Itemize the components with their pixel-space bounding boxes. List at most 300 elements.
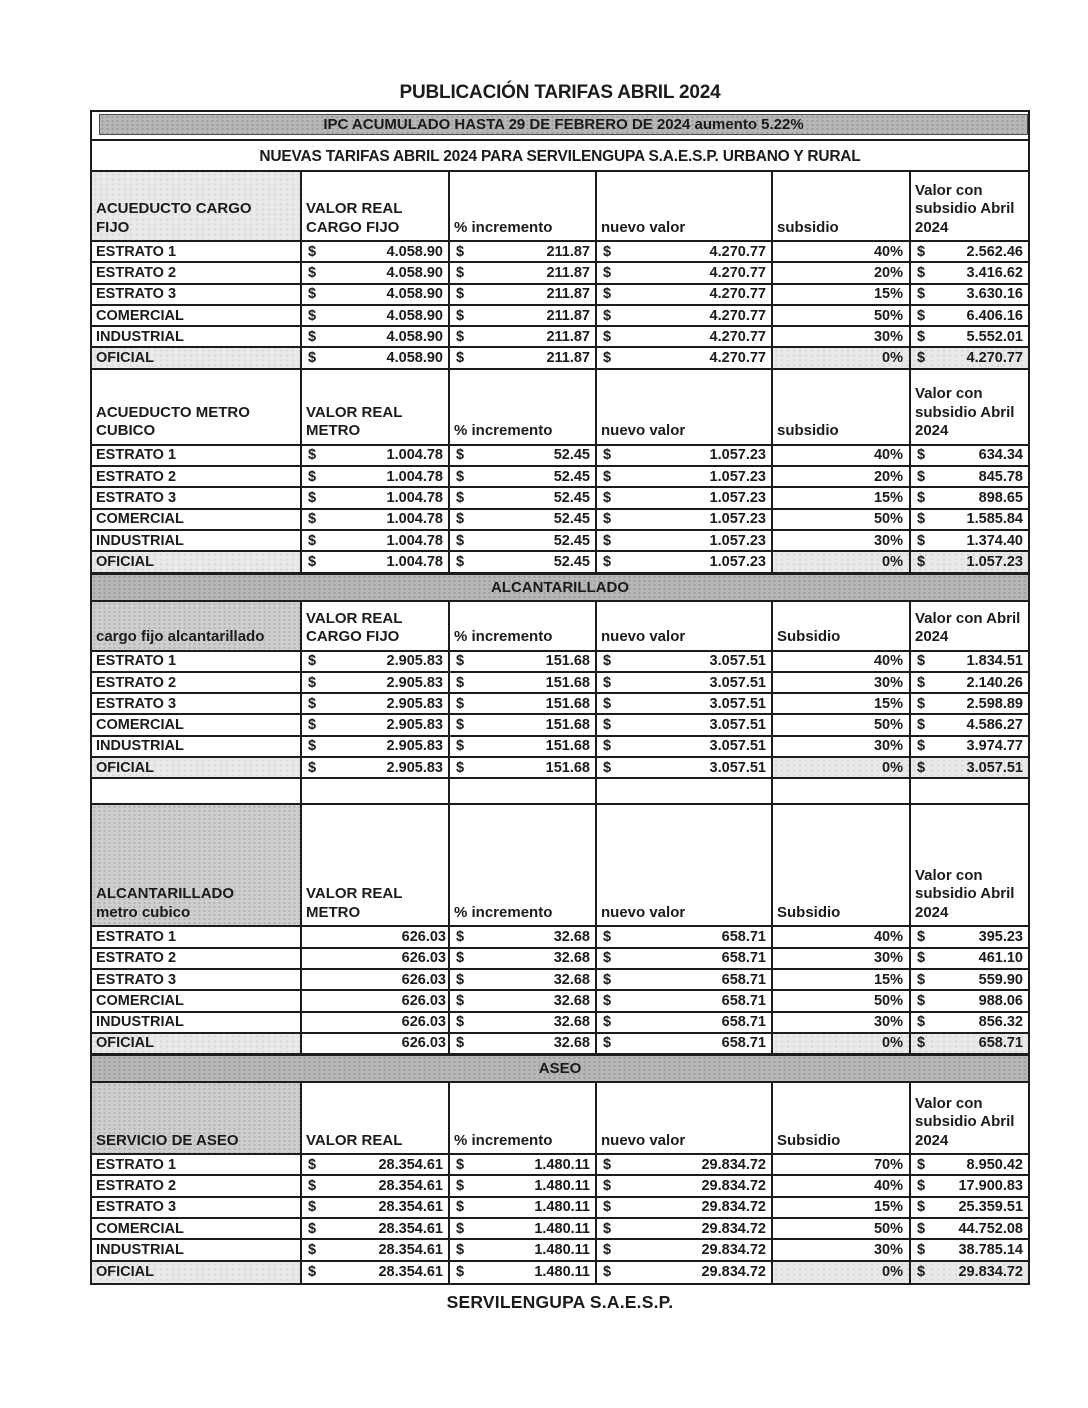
header-line: ACUEDUCTO CARGO [96, 200, 252, 217]
valor-real-cell [300, 673, 448, 692]
nuevo-valor-cell [595, 285, 771, 304]
incremento-cell [448, 306, 595, 325]
amount-value: 2.905.83 [386, 674, 443, 691]
currency-symbol: $ [456, 759, 465, 776]
currency-symbol: $ [917, 717, 926, 734]
valor-final-cell [909, 1219, 1028, 1238]
header-category-cell [92, 172, 300, 240]
header-line: nuevo valor [601, 628, 686, 646]
valor-real-cell [300, 327, 448, 346]
header-line: subsidio [777, 422, 839, 440]
amount-value: 28.354.61 [378, 1264, 443, 1281]
currency-symbol: $ [603, 553, 612, 570]
header-line: % incremento [454, 218, 553, 236]
table-header-row-acueducto-cargo-fijo [92, 172, 1028, 242]
subsidio-cell: 20% [771, 467, 909, 486]
amount-value: 4.586.27 [966, 717, 1023, 734]
subsidio-cell: 0% [771, 758, 909, 777]
nuevo-valor-cell [595, 1034, 771, 1053]
table-row [92, 1219, 1028, 1240]
amount-value: 1.004.78 [386, 447, 443, 464]
currency-symbol: $ [917, 532, 926, 549]
amount-value: 1.834.51 [966, 653, 1023, 670]
amount-value: 52.45 [553, 553, 590, 570]
nuevo-valor-cell [595, 306, 771, 325]
row-label-cell: OFICIAL [92, 552, 300, 571]
amount-value: 626.03 [401, 1014, 446, 1031]
amount-value: 658.71 [721, 1035, 766, 1052]
currency-symbol: $ [917, 286, 926, 303]
row-label-cell: COMERCIAL [96, 1220, 184, 1237]
tables-container [92, 172, 1028, 1283]
currency-symbol: $ [308, 286, 317, 303]
incremento-cell [448, 531, 595, 550]
table-row [92, 467, 1028, 488]
currency-symbol: $ [603, 468, 612, 485]
amount-value: 211.87 [546, 328, 590, 345]
nuevo-valor-cell [595, 263, 771, 282]
amount-value: 2.562.46 [966, 243, 1023, 260]
currency-symbol: $ [456, 738, 465, 755]
currency-symbol: $ [456, 447, 465, 464]
amount-value: 211.87 [546, 243, 590, 260]
valor-final-cell [909, 348, 1028, 367]
currency-symbol: $ [603, 1035, 612, 1052]
currency-symbol: $ [603, 1178, 612, 1195]
amount-value: 52.45 [553, 490, 590, 507]
header-line: SERVICIO DE ASEO [96, 1131, 239, 1149]
currency-symbol: $ [603, 286, 612, 303]
spacer-row [92, 779, 1028, 805]
amount-value: 1.585.84 [966, 511, 1023, 528]
row-label-cell: ESTRATO 1 [96, 928, 177, 945]
incremento-cell [448, 1219, 595, 1238]
currency-symbol: $ [603, 532, 612, 549]
valor-final-cell [909, 242, 1028, 261]
header-line: 2024 [915, 903, 949, 921]
valor-real-cell [300, 991, 448, 1010]
amount-value: 1.057.23 [709, 490, 766, 507]
amount-value: 461.10 [978, 950, 1023, 967]
table-row [92, 737, 1028, 758]
header-valor-real-cell [300, 805, 448, 925]
header-incremento-cell [448, 370, 595, 444]
currency-symbol: $ [603, 1241, 612, 1258]
row-label-cell: OFICIAL [92, 348, 300, 367]
incremento-cell [448, 1240, 595, 1259]
amount-value: 6.406.16 [966, 307, 1023, 324]
amount-value: 4.058.90 [386, 350, 443, 367]
currency-symbol: $ [917, 328, 926, 345]
currency-symbol: $ [603, 307, 612, 324]
currency-symbol: $ [603, 264, 612, 281]
row-label-cell: COMERCIAL [96, 992, 184, 1009]
amount-value: 32.68 [553, 1035, 590, 1052]
header-category-cell [92, 805, 300, 925]
currency-symbol: $ [456, 695, 465, 712]
incremento-cell [448, 927, 595, 946]
nuevo-valor-cell [595, 1240, 771, 1259]
subsidio-cell: 0% [771, 1034, 909, 1053]
amount-value: 1.004.78 [386, 468, 443, 485]
valor-final-cell [909, 673, 1028, 692]
currency-symbol: $ [308, 1178, 317, 1195]
header-line: subsidio [777, 218, 839, 236]
valor-final-cell [909, 510, 1028, 529]
header-line: CARGO FIJO [306, 218, 400, 236]
amount-value: 3.974.77 [966, 738, 1023, 755]
header-line: Valor con [915, 1094, 983, 1112]
row-label-cell: INDUSTRIAL [96, 532, 184, 549]
amount-value: 3.057.51 [709, 653, 766, 670]
valor-real-cell [300, 488, 448, 507]
row-label-cell: COMERCIAL [96, 511, 184, 528]
valor-real-cell [300, 949, 448, 968]
nuevo-valor-cell [595, 737, 771, 756]
currency-symbol: $ [456, 328, 465, 345]
amount-value: 1.480.11 [534, 1241, 590, 1258]
amount-value: 28.354.61 [378, 1156, 443, 1173]
valor-final-cell [909, 1013, 1028, 1032]
nuevo-valor-cell [595, 488, 771, 507]
header-category-cell [92, 370, 300, 444]
currency-symbol: $ [603, 971, 612, 988]
valor-final-cell [909, 488, 1028, 507]
spacer-cell [595, 779, 771, 803]
currency-symbol: $ [308, 1220, 317, 1237]
amount-value: 1.004.78 [386, 511, 443, 528]
valor-real-cell [300, 348, 448, 367]
currency-symbol: $ [603, 674, 612, 691]
row-label-cell: OFICIAL [92, 1262, 300, 1283]
amount-value: 1.057.23 [966, 553, 1023, 570]
header-subsidio-cell [771, 172, 909, 240]
header-line: subsidio Abril [915, 1113, 1015, 1131]
currency-symbol: $ [917, 447, 926, 464]
amount-value: 29.834.72 [701, 1199, 766, 1216]
amount-value: 1.057.23 [709, 468, 766, 485]
header-valor-subsidio-cell [909, 172, 1028, 240]
header-category-cell [92, 1083, 300, 1153]
valor-real-cell [300, 1034, 448, 1053]
amount-value: 52.45 [553, 447, 590, 464]
valor-real-cell [300, 652, 448, 671]
nuevo-valor-cell [595, 652, 771, 671]
currency-symbol: $ [603, 328, 612, 345]
amount-value: 1.057.23 [709, 553, 766, 570]
row-label-cell: COMERCIAL [96, 307, 184, 324]
currency-symbol: $ [917, 553, 926, 570]
incremento-cell [448, 949, 595, 968]
subsidio-cell: 15% [771, 1198, 909, 1217]
valor-final-cell [909, 263, 1028, 282]
incremento-cell [448, 1198, 595, 1217]
valor-final-cell [909, 927, 1028, 946]
row-label-cell: ESTRATO 1 [96, 1156, 177, 1173]
incremento-cell [448, 488, 595, 507]
header-nuevo-valor-cell [595, 602, 771, 650]
header-line: Valor con [915, 866, 983, 884]
subsidio-cell: 40% [771, 927, 909, 946]
currency-symbol: $ [603, 1014, 612, 1031]
header-category-cell [92, 602, 300, 650]
subsidio-cell: 40% [771, 446, 909, 465]
amount-value: 3.057.51 [966, 759, 1023, 776]
amount-value: 25.359.51 [958, 1199, 1023, 1216]
table-header-row-acueducto-metro-cubico [92, 370, 1028, 446]
currency-symbol: $ [603, 1156, 612, 1173]
spacer-cell [448, 779, 595, 803]
amount-value: 3.057.51 [709, 738, 766, 755]
currency-symbol: $ [603, 1264, 612, 1281]
table-row [92, 715, 1028, 736]
header-line: Subsidio [777, 628, 841, 646]
table-row [92, 652, 1028, 673]
amount-value: 3.416.62 [966, 264, 1023, 281]
incremento-cell [448, 737, 595, 756]
header-line: 2024 [915, 628, 949, 646]
currency-symbol: $ [456, 950, 465, 967]
subtitle-banner: NUEVAS TARIFAS ABRIL 2024 PARA SERVILENGUPA S.A.E.S.P. URBANO Y RURAL [92, 141, 1028, 172]
valor-real-cell [300, 1176, 448, 1195]
amount-value: 395.23 [978, 928, 1023, 945]
subsidio-cell: 30% [771, 531, 909, 550]
amount-value: 1.004.78 [386, 553, 443, 570]
amount-value: 151.68 [545, 717, 590, 734]
currency-symbol: $ [917, 1199, 926, 1216]
valor-real-cell [300, 467, 448, 486]
nuevo-valor-cell [595, 673, 771, 692]
header-line: cargo fijo alcantarillado [96, 628, 265, 646]
spacer-cell [771, 779, 909, 803]
amount-value: 52.45 [553, 532, 590, 549]
amount-value: 29.834.72 [701, 1264, 766, 1281]
valor-real-cell [300, 510, 448, 529]
currency-symbol: $ [456, 653, 465, 670]
amount-value: 626.03 [401, 971, 446, 988]
amount-value: 151.68 [545, 695, 590, 712]
subsidio-cell: 15% [771, 694, 909, 713]
amount-value: 29.834.72 [701, 1220, 766, 1237]
currency-symbol: $ [456, 1035, 465, 1052]
subsidio-cell: 15% [771, 285, 909, 304]
header-valor-subsidio-cell [909, 805, 1028, 925]
currency-symbol: $ [456, 490, 465, 507]
header-line: Subsidio [777, 903, 841, 921]
currency-symbol: $ [456, 307, 465, 324]
table-row [92, 1155, 1028, 1176]
header-line: VALOR REAL [306, 1131, 403, 1149]
nuevo-valor-cell [595, 446, 771, 465]
row-label-cell: ESTRATO 2 [96, 674, 177, 691]
amount-value: 1.004.78 [386, 490, 443, 507]
currency-symbol: $ [603, 511, 612, 528]
incremento-cell [448, 263, 595, 282]
table-row [92, 970, 1028, 991]
currency-symbol: $ [917, 738, 926, 755]
valor-final-cell [909, 531, 1028, 550]
amount-value: 658.71 [721, 1014, 766, 1031]
currency-symbol: $ [456, 1264, 465, 1281]
valor-final-cell [909, 737, 1028, 756]
nuevo-valor-cell [595, 552, 771, 571]
header-line: nuevo valor [601, 903, 686, 921]
amount-value: 2.905.83 [386, 695, 443, 712]
currency-symbol: $ [456, 1014, 465, 1031]
amount-value: 3.057.51 [709, 674, 766, 691]
amount-value: 4.270.77 [966, 350, 1023, 367]
table-row [92, 488, 1028, 509]
header-nuevo-valor-cell [595, 370, 771, 444]
currency-symbol: $ [308, 674, 317, 691]
ipc-banner: IPC ACUMULADO HASTA 29 DE FEBRERO DE 2024 aumento 5.22% [99, 114, 1028, 135]
currency-symbol: $ [456, 264, 465, 281]
nuevo-valor-cell [595, 467, 771, 486]
incremento-cell [448, 1176, 595, 1195]
currency-symbol: $ [917, 1220, 926, 1237]
subsidio-cell: 50% [771, 715, 909, 734]
amount-value: 29.834.72 [701, 1178, 766, 1195]
table-row [92, 1034, 1028, 1055]
amount-value: 211.87 [546, 286, 590, 303]
subsidio-cell: 15% [771, 970, 909, 989]
amount-value: 28.354.61 [378, 1241, 443, 1258]
row-label-cell: INDUSTRIAL [96, 328, 184, 345]
incremento-cell [448, 715, 595, 734]
row-label-cell: ESTRATO 3 [96, 971, 177, 988]
nuevo-valor-cell [595, 242, 771, 261]
currency-symbol: $ [308, 1241, 317, 1258]
header-valor-real-cell [300, 1083, 448, 1153]
table-row [92, 285, 1028, 306]
amount-value: 151.68 [545, 738, 590, 755]
amount-value: 4.270.77 [709, 264, 766, 281]
incremento-cell [448, 1262, 595, 1283]
currency-symbol: $ [917, 950, 926, 967]
amount-value: 38.785.14 [958, 1241, 1023, 1258]
header-line: CARGO FIJO [306, 628, 400, 646]
amount-value: 898.65 [978, 490, 1023, 507]
table-row [92, 263, 1028, 284]
row-label-cell: ESTRATO 3 [96, 286, 177, 303]
valor-final-cell [909, 758, 1028, 777]
amount-value: 28.354.61 [378, 1178, 443, 1195]
amount-value: 988.06 [978, 992, 1023, 1009]
table-row [92, 510, 1028, 531]
amount-value: 2.905.83 [386, 653, 443, 670]
header-valor-real-cell [300, 172, 448, 240]
amount-value: 151.68 [545, 674, 590, 691]
nuevo-valor-cell [595, 1155, 771, 1174]
header-line: 2024 [915, 218, 949, 236]
currency-symbol: $ [308, 553, 317, 570]
currency-symbol: $ [917, 468, 926, 485]
header-line: VALOR REAL [306, 609, 403, 627]
section-band: ALCANTARILLADO [92, 574, 1028, 602]
currency-symbol: $ [603, 759, 612, 776]
currency-symbol: $ [917, 928, 926, 945]
header-line: ALCANTARILLADO [96, 885, 235, 903]
incremento-cell [448, 467, 595, 486]
subsidio-cell: 30% [771, 949, 909, 968]
row-label-cell: INDUSTRIAL [96, 738, 184, 755]
header-line: subsidio Abril [915, 403, 1015, 421]
amount-value: 52.45 [553, 468, 590, 485]
amount-value: 1.057.23 [709, 447, 766, 464]
table-row [92, 1176, 1028, 1197]
valor-final-cell [909, 970, 1028, 989]
header-line: FIJO [96, 218, 130, 236]
valor-real-cell [300, 531, 448, 550]
currency-symbol: $ [308, 717, 317, 734]
header-line: nuevo valor [601, 1131, 686, 1149]
footer-company-name: SERVILENGUPA S.A.E.S.P. [446, 1292, 674, 1312]
table-header-row-alcantarillado-metro-cubico [92, 805, 1028, 927]
amount-value: 4.058.90 [386, 264, 443, 281]
currency-symbol: $ [308, 468, 317, 485]
valor-real-cell [300, 1219, 448, 1238]
amount-value: 151.68 [545, 653, 590, 670]
header-line: subsidio Abril [915, 200, 1015, 217]
incremento-cell [448, 1013, 595, 1032]
row-label-cell: ESTRATO 3 [96, 1199, 177, 1216]
incremento-cell [448, 446, 595, 465]
valor-final-cell [909, 467, 1028, 486]
subsidio-cell: 30% [771, 1240, 909, 1259]
currency-symbol: $ [308, 532, 317, 549]
currency-symbol: $ [308, 307, 317, 324]
header-line: % incremento [454, 903, 553, 921]
amount-value: 211.87 [546, 350, 590, 367]
valor-final-cell [909, 1034, 1028, 1053]
amount-value: 658.71 [721, 992, 766, 1009]
amount-value: 211.87 [546, 307, 590, 324]
currency-symbol: $ [308, 1199, 317, 1216]
table-row [92, 1240, 1028, 1261]
header-line: METRO [306, 903, 361, 921]
valor-final-cell [909, 949, 1028, 968]
header-line: Subsidio [777, 1131, 841, 1149]
table-row [92, 991, 1028, 1012]
header-valor-subsidio-cell [909, 370, 1028, 444]
table-row [92, 673, 1028, 694]
header-line: VALOR REAL [306, 885, 403, 903]
valor-final-cell [909, 715, 1028, 734]
amount-value: 5.552.01 [966, 328, 1023, 345]
amount-value: 17.900.83 [958, 1178, 1023, 1195]
table-row [92, 694, 1028, 715]
currency-symbol: $ [603, 717, 612, 734]
amount-value: 1.480.11 [534, 1199, 590, 1216]
header-valor-real-cell [300, 370, 448, 444]
row-label-cell: INDUSTRIAL [96, 1014, 184, 1031]
amount-value: 1.374.40 [966, 532, 1023, 549]
nuevo-valor-cell [595, 1176, 771, 1195]
subsidio-cell: 30% [771, 1013, 909, 1032]
currency-symbol: $ [917, 490, 926, 507]
currency-symbol: $ [917, 653, 926, 670]
subsidio-cell: 0% [771, 348, 909, 367]
header-valor-subsidio-cell [909, 1083, 1028, 1153]
currency-symbol: $ [917, 243, 926, 260]
amount-value: 4.270.77 [709, 243, 766, 260]
header-line: 2024 [915, 1131, 949, 1149]
subsidio-cell: 40% [771, 1176, 909, 1195]
header-line: nuevo valor [601, 422, 686, 440]
table-row [92, 1262, 1028, 1283]
incremento-cell [448, 970, 595, 989]
table-header-row-cargo-fijo-alcantarillado [92, 602, 1028, 652]
